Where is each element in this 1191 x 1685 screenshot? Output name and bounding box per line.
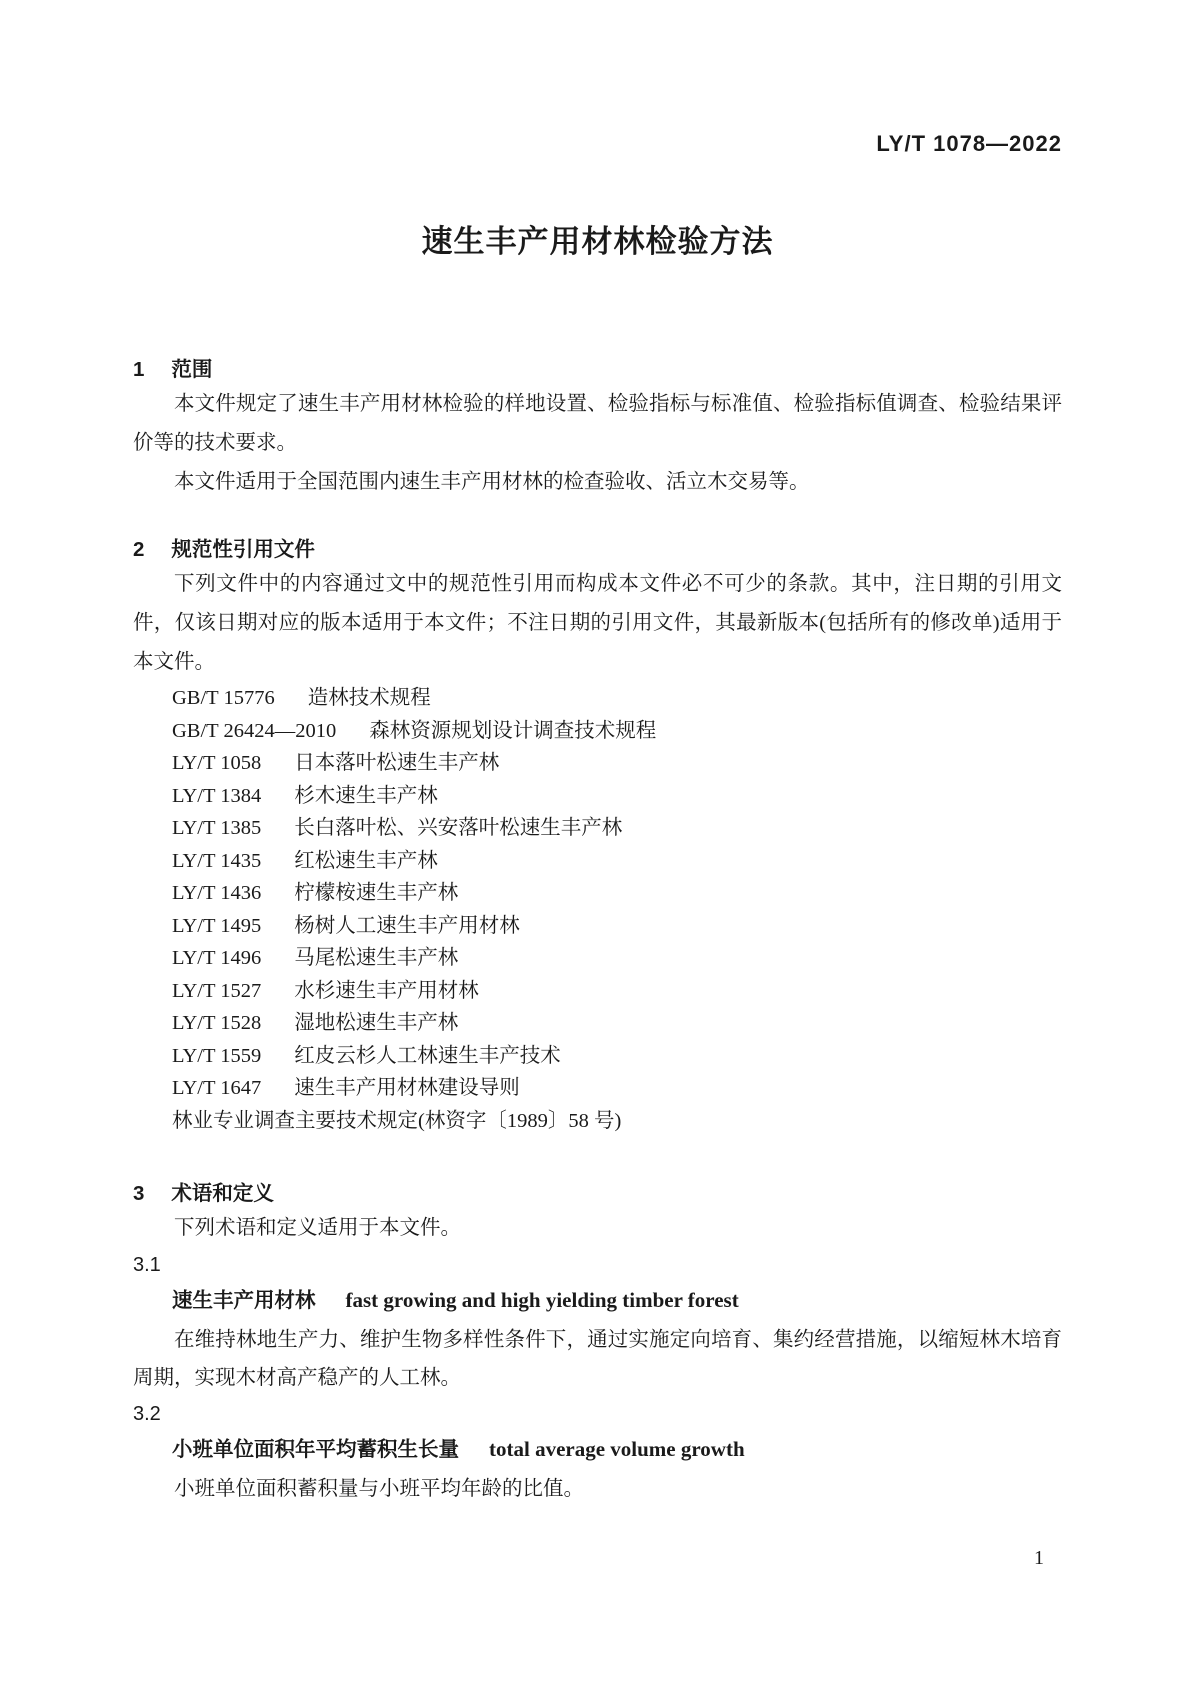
- scope-paragraph-1: 本文件规定了速生丰产用材林检验的样地设置、检验指标与标准值、检验指标值调查、检验结果评价等的技术要求。: [133, 393, 1062, 454]
- reference-item: [172, 910, 1062, 943]
- reference-item: [172, 715, 1062, 748]
- section-3-heading: [133, 1179, 1062, 1209]
- reference-name: 速生丰产用材林建设导则: [294, 1077, 520, 1099]
- reference-item-other: [172, 1105, 1062, 1138]
- reference-code: LY/T 1384: [172, 784, 262, 807]
- section-3-title: 术语和定义: [171, 1182, 274, 1205]
- reference-code: GB/T 15776: [172, 687, 275, 709]
- standard-number: LY/T 1078—2022: [876, 131, 1062, 156]
- section-3-number: 3: [133, 1182, 145, 1205]
- reference-item: [172, 1007, 1062, 1040]
- reference-code: LY/T 1435: [172, 849, 262, 872]
- terms-intro: 下列术语和定义适用于本文件。: [174, 1217, 461, 1239]
- reference-item: [172, 812, 1062, 845]
- reference-name: 水杉速生丰产用材林: [294, 979, 479, 1002]
- page-number: 1: [1034, 1547, 1044, 1569]
- term-entry-3-2: [133, 1397, 1062, 1508]
- scope-paragraph-2: 本文件适用于全国范围内速生丰产用材林的检查验收、活立木交易等。: [174, 471, 810, 493]
- reference-code: LY/T 1559: [172, 1044, 262, 1067]
- reference-name: 杉木速生丰产林: [294, 784, 438, 807]
- reference-code: LY/T 1058: [172, 752, 262, 774]
- reference-name: 森林资源规划设计调查技术规程: [369, 719, 657, 742]
- section-1-title: 范围: [171, 358, 213, 381]
- section-2-title: 规范性引用文件: [171, 538, 315, 561]
- section-2-heading: [133, 535, 1062, 565]
- reference-item: [172, 975, 1062, 1008]
- reference-name: 林业专业调查主要技术规定(林资字〔1989〕58 号): [172, 1109, 622, 1132]
- document-title: 速生丰产用材林检验方法: [421, 224, 774, 259]
- section-1-number: 1: [133, 358, 145, 381]
- reference-code: LY/T 1647: [172, 1077, 262, 1099]
- reference-code: LY/T 1385: [172, 817, 262, 839]
- reference-item: [172, 877, 1062, 910]
- reference-item: [172, 747, 1062, 780]
- term-definition: 在维持林地生产力、维护生物多样性条件下，通过实施定向培育、集约经营措施，以缩短林木培育周期，实现木材高产稳产的人工林。: [133, 1329, 1062, 1389]
- reference-item: [172, 1072, 1062, 1105]
- section-2-number: 2: [133, 538, 145, 561]
- term-title: [133, 1431, 1062, 1470]
- term-english: fast growing and high yielding timber forest: [345, 1288, 739, 1312]
- section-1-heading: [133, 355, 1062, 385]
- term-entry-3-1: [133, 1248, 1062, 1397]
- reference-item: [172, 942, 1062, 975]
- term-title: [133, 1282, 1062, 1321]
- reference-code: LY/T 1495: [172, 914, 262, 937]
- reference-item: [172, 682, 1062, 715]
- reference-code: GB/T 26424—2010: [172, 719, 337, 742]
- reference-item: [172, 780, 1062, 813]
- reference-code: LY/T 1527: [172, 979, 262, 1002]
- reference-name: 柠檬桉速生丰产林: [294, 882, 459, 904]
- reference-name: 日本落叶松速生丰产林: [294, 752, 500, 774]
- term-definition: 小班单位面积蓄积量与小班平均年龄的比值。: [174, 1478, 584, 1500]
- reference-code: LY/T 1496: [172, 947, 262, 969]
- reference-item: [172, 845, 1062, 878]
- reference-item: [172, 1040, 1062, 1073]
- reference-name: 红松速生丰产林: [294, 849, 438, 872]
- term-number: 3.1: [133, 1254, 161, 1276]
- term-number: 3.2: [133, 1403, 161, 1425]
- reference-code: LY/T 1528: [172, 1012, 262, 1034]
- term-english: total average volume growth: [489, 1437, 745, 1461]
- normative-references-list: [133, 682, 1062, 1137]
- reference-code: LY/T 1436: [172, 882, 262, 904]
- reference-name: 杨树人工速生丰产用材林: [294, 914, 520, 937]
- reference-name: 马尾松速生丰产林: [294, 947, 459, 969]
- reference-name: 红皮云杉人工林速生丰产技术: [294, 1044, 561, 1067]
- reference-name: 长白落叶松、兴安落叶松速生丰产林: [294, 817, 623, 839]
- term-chinese: 小班单位面积年平均蓄积生长量: [172, 1438, 459, 1461]
- reference-name: 湿地松速生丰产林: [294, 1012, 459, 1034]
- term-chinese: 速生丰产用材林: [172, 1289, 316, 1312]
- normative-references-intro: 下列文件中的内容通过文中的规范性引用而构成本文件必不可少的条款。其中，注日期的引用文件，仅该日期对应的版本适用于本文件；不注日期的引用文件，其最新版本(包括所有的修改单)适用于本文件。: [133, 573, 1062, 673]
- reference-name: 造林技术规程: [307, 687, 431, 709]
